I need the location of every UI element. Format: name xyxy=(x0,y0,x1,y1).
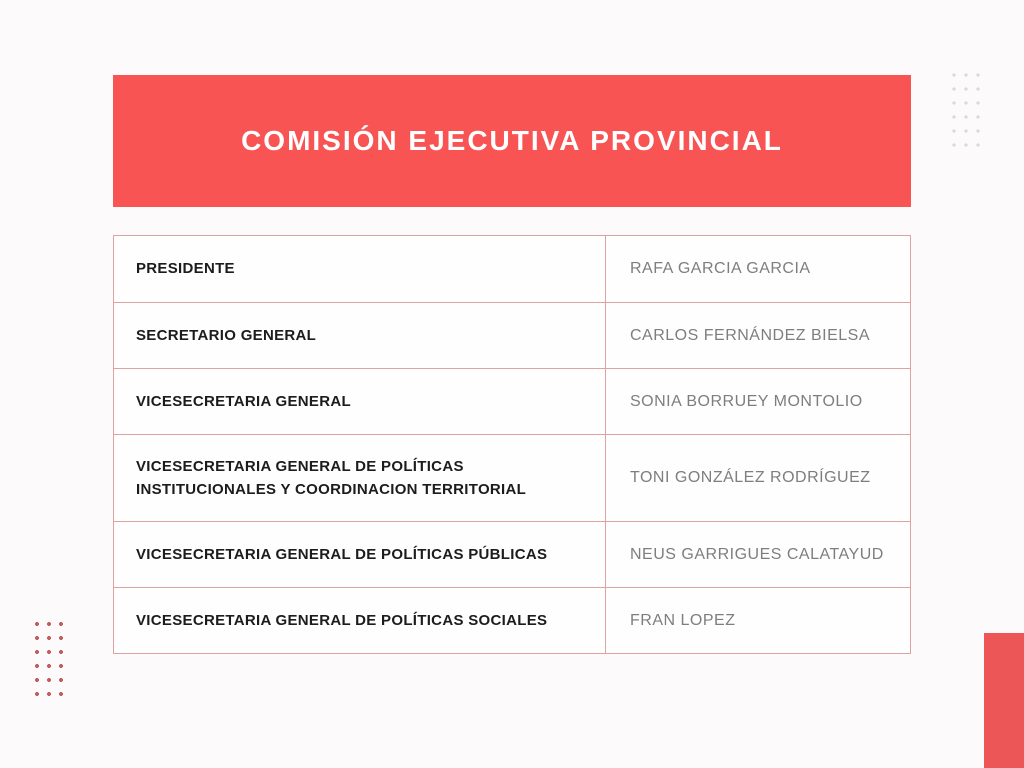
table-row xyxy=(114,434,910,521)
page-title: COMISIÓN EJECUTIVA PROVINCIAL xyxy=(241,125,783,156)
name-cell: NEUS GARRIGUES CALATAYUD xyxy=(630,545,884,563)
role-cell: SECRETARIO GENERAL xyxy=(114,303,606,368)
role-cell: VICESECRETARIA GENERAL DE POLÍTICAS PÚBLICAS xyxy=(114,522,606,587)
name-cell: RAFA GARCIA GARCIA xyxy=(630,260,811,277)
executive-committee-table xyxy=(113,235,911,654)
name-cell: TONI GONZÁLEZ RODRÍGUEZ xyxy=(630,469,871,486)
table-row xyxy=(114,302,910,368)
role-cell: VICESECRETARIA GENERAL DE POLÍTICAS INSTITUCIONALES Y COORDINACION TERRITORIAL xyxy=(114,435,606,521)
dot-grid-decoration-bottom-left xyxy=(31,617,67,701)
corner-rectangle-decoration xyxy=(984,633,1024,768)
title-banner xyxy=(113,75,911,207)
name-cell: SONIA BORRUEY MONTOLIO xyxy=(630,392,863,410)
dot-grid-decoration-top-right xyxy=(948,68,984,152)
role-cell: VICESECRETARIA GENERAL xyxy=(114,369,606,434)
table-row xyxy=(114,587,910,653)
role-cell: VICESECRETARIA GENERAL DE POLÍTICAS SOCIALES xyxy=(114,588,606,653)
role-cell: PRESIDENTE xyxy=(114,236,606,302)
table-row xyxy=(114,368,910,434)
name-cell: CARLOS FERNÁNDEZ BIELSA xyxy=(630,326,870,344)
table-row xyxy=(114,236,910,302)
table-row xyxy=(114,521,910,587)
name-cell: FRAN LOPEZ xyxy=(630,611,736,629)
